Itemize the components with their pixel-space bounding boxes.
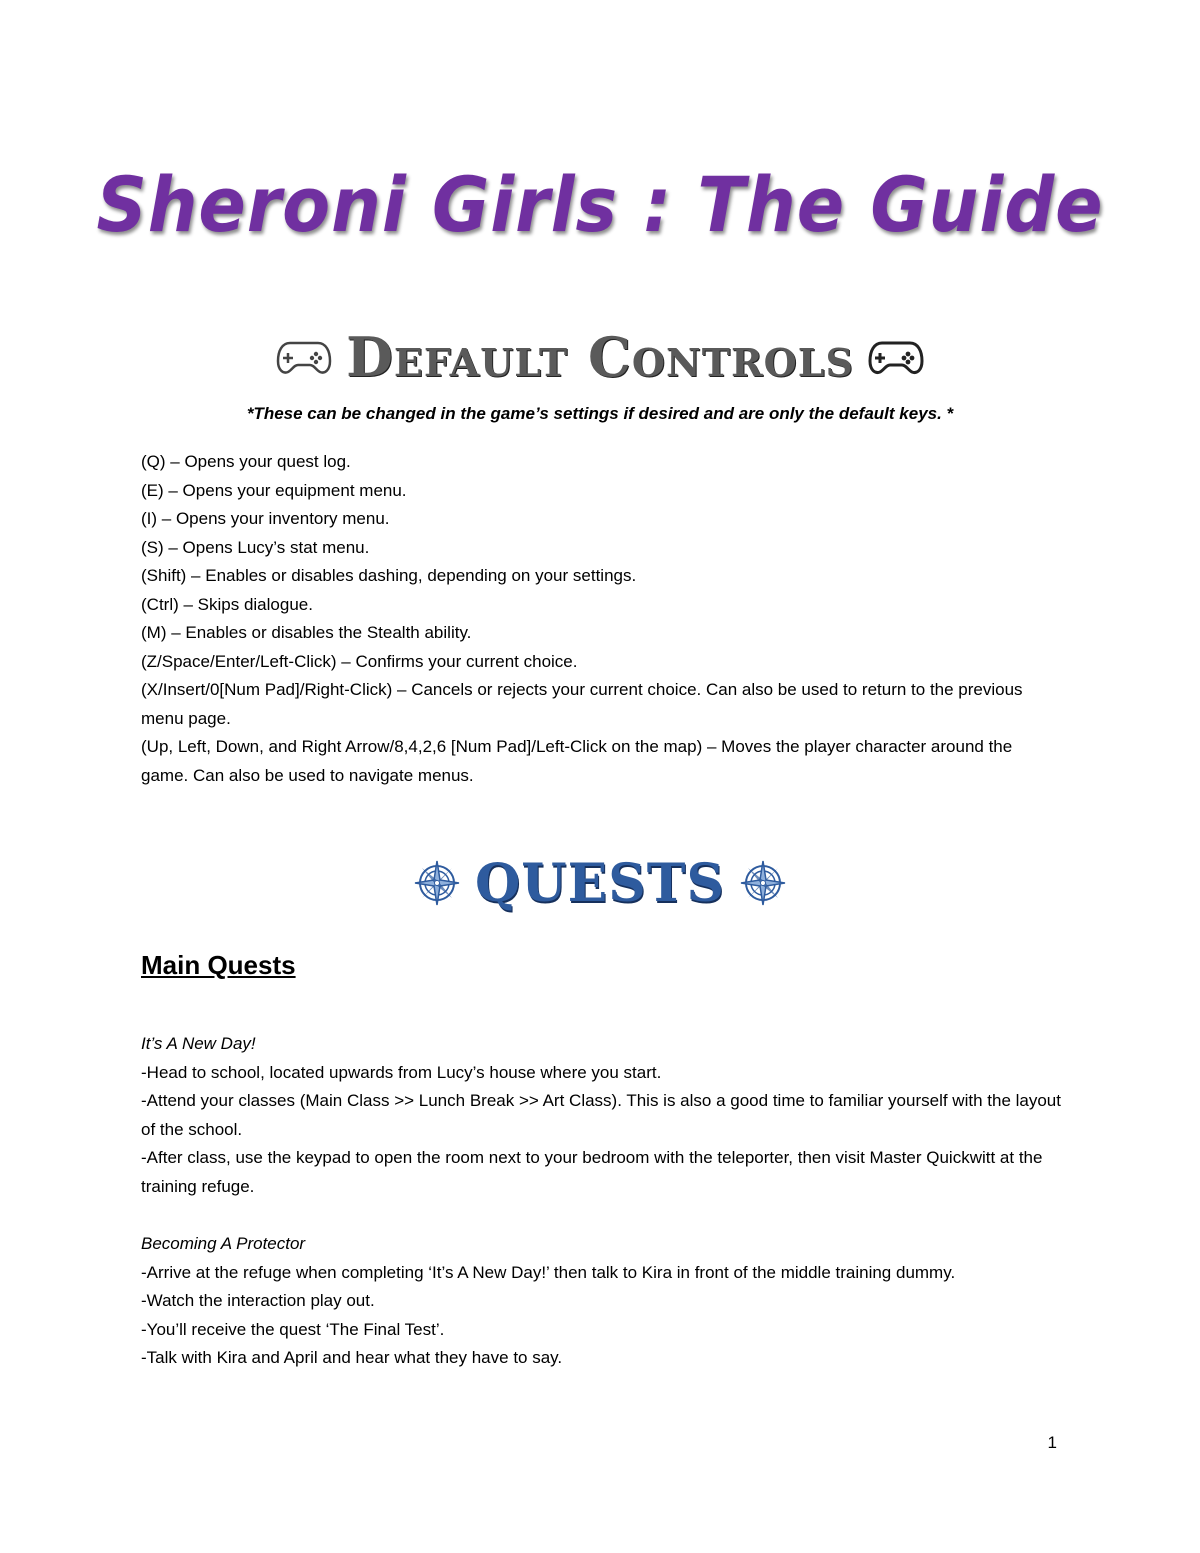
controls-heading: Default Controls	[346, 325, 854, 389]
quest-steps	[141, 1259, 1061, 1373]
control-item: (Up, Left, Down, and Right Arrow/8,4,2,6 [Num Pad]/Left-Click on the map) – Moves the player character around the game. Can also be used to navigate menus.	[141, 737, 1013, 785]
gamepad-icon	[868, 337, 924, 377]
document-title: Sheroni Girls : The Guide	[96, 160, 1104, 249]
quest-entry	[141, 1230, 1061, 1373]
quest-step: -Attend your classes (Main Class >> Lunch Break >> Art Class). This is also a good time to familiar yourself with the layout of the school.	[141, 1091, 1061, 1139]
control-item: (Shift) – Enables or disables dashing, depending on your settings.	[141, 566, 637, 585]
quest-step: -Watch the interaction play out.	[141, 1291, 375, 1310]
quest-title: Becoming A Protector	[141, 1234, 306, 1253]
main-quests-heading: Main Quests	[141, 950, 296, 980]
quest-step: -Talk with Kira and April and hear what they have to say.	[141, 1348, 563, 1367]
controls-note: *These can be changed in the game’s settings if desired and are only the default keys. *	[246, 404, 954, 423]
gamepad-icon	[276, 337, 332, 377]
quests-heading: QUESTS	[474, 852, 726, 914]
quest-step: -You’ll receive the quest ‘The Final Test’.	[141, 1319, 445, 1339]
quest-step: -After class, use the keypad to open the room next to your bedroom with the teleporter, then visit Master Quickwitt at the training refuge.	[141, 1148, 1043, 1196]
control-item: (Ctrl) – Skips dialogue.	[141, 594, 313, 614]
control-item: (E) – Opens your equipment menu.	[141, 480, 407, 500]
quest-steps	[141, 1059, 1061, 1202]
control-item: (X/Insert/0[Num Pad]/Right-Click) – Cancels or rejects your current choice. Can also be used to return to the previous menu page.	[141, 680, 1023, 728]
quest-step: -Arrive at the refuge when completing ‘It’s A New Day!’ then talk to Kira in front of the middle training dummy.	[141, 1262, 956, 1282]
control-item: (S) – Opens Lucy’s stat menu.	[141, 537, 370, 557]
quest-entry	[141, 1030, 1061, 1201]
quest-step: -Head to school, located upwards from Lucy’s house where you start.	[141, 1062, 662, 1082]
controls-list	[141, 448, 1061, 790]
control-item: (Q) – Opens your quest log.	[141, 452, 351, 471]
compass-icon	[413, 859, 461, 907]
controls-heading-row	[0, 322, 1200, 392]
quest-title: It’s A New Day!	[141, 1034, 256, 1053]
control-item: (Z/Space/Enter/Left-Click) – Confirms your current choice.	[141, 651, 578, 671]
quests-heading-row	[0, 848, 1200, 918]
control-item: (M) – Enables or disables the Stealth ability.	[141, 623, 472, 642]
compass-icon	[739, 859, 787, 907]
page-number: 1	[1047, 1433, 1057, 1452]
control-item: (I) – Opens your inventory menu.	[141, 509, 390, 528]
